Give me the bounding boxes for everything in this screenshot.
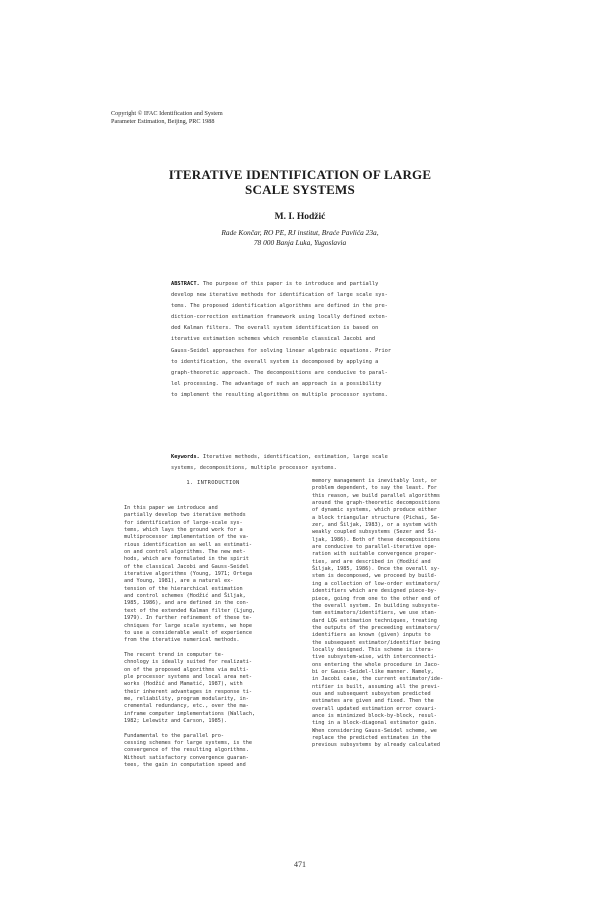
body-text-line: ple processor systems and local area net- [124,673,253,680]
keywords-line [171,463,441,474]
abstract-line [171,346,441,357]
body-text-line: In this paper we introduce and [124,505,218,511]
paragraph-gap [124,645,302,652]
body-text-line: cremental redundancy, etc., over the ma- [124,703,249,710]
body-text-line: partially develop two iterative methods [124,512,246,519]
body-text-line: the overall system. In building subsyste- [312,602,441,609]
body-text-line: and control schemes (Hodžić and Šiljak, [124,593,246,600]
keywords-text: Iterative methods, identification, estimation, large scale [199,454,388,460]
body-text-line: estimates are given and fixed. Then the [312,698,434,705]
paragraph-gap [124,725,302,732]
body-text-line: ties, and are described in (Hodžić and [312,558,431,565]
body-text-line: chnology is ideally suited for realizati- [124,659,253,666]
abstract-text: graph-theoretic approach. The decompositions are conducive to paral- [171,369,388,376]
title-line: ITERATIVE IDENTIFICATION OF LARGE [168,167,432,182]
body-text-line: rious identification as well as estimati- [124,541,253,548]
body-text-line: of dynamic systems, which produce either [312,507,437,514]
affiliation-line: 78 000 Banja Luka, Yugoslavia [253,238,347,247]
abstract-text: develop new iterative methods for identification of large scale sys- [171,292,388,299]
body-text-line: stem is decomposed, we proceed by build- [312,573,437,580]
abstract-block [171,279,441,401]
body-text-line: chniques for large scale systems, we hope [124,622,253,629]
body-text-line: the outputs of the preceeding estimators/ [312,624,441,631]
body-text-line: for identification of large-scale sys- [124,519,243,526]
body-text-line: When considering Gauss-Seidel scheme, we [312,727,437,734]
abstract-text: The purpose of this paper is to introduce and partially [199,281,379,287]
body-text-line: memory management is inevitably lost, or [312,478,437,484]
abstract-line [171,390,441,401]
body-text-line: cessing schemes for large systems, is the [124,740,253,746]
body-text-line: weakly coupled subsystems (Sezer and Ši- [312,529,437,536]
body-text-line: on and control algorithms. The new met- [124,549,246,556]
body-text-line: ljak, 1986). Both of these decompositions [312,536,441,543]
body-text-line: ration with suitable convergence proper- [312,551,437,558]
abstract-text: to implement the resulting algorithms on multiple processor systems. [171,391,388,398]
body-text-line: the subsequent estimator/identifier being [312,639,441,646]
body-text-line: iterative algorithms (Young, 1971; Ortega [124,571,253,578]
abstract-line [171,368,441,379]
body-text-line: Šiljak, 1985, 1986). Once the overall sy- [312,566,441,573]
abstract-text: diction-correction estimation framework using locally defined exten- [171,314,388,321]
body-text-line: ons entering the whole procedure in Jaco- [312,661,441,668]
copyright-notice [111,110,311,126]
body-text-line: works (Hodžić and Mamatić, 1987), with [124,681,243,688]
abstract-line [171,379,441,390]
keywords-line [171,452,441,463]
right-column [312,478,490,750]
body-text-line: to use a considerable wealt of experience [124,629,253,636]
body-text-line: problem dependent, to say the least. For [312,485,437,492]
body-text-line: inframe computer implementations (Wallach, [124,710,256,717]
body-text-line: hods, which are formulated in the spirit [124,556,249,563]
body-text-line: tive subsystem-wise, with interconnecti- [312,654,437,661]
body-text-line: ntifier is built, assuming all the previ- [312,683,441,690]
page-number: 471 [294,860,306,869]
body-text-line: overall updated estimation error covari- [312,705,437,712]
copyright-line: Parameter Estimation, Beijing, PRC 1988 [111,117,215,125]
abstract-line [171,301,441,312]
body-text-line: 1985, 1986), and are defined in the con- [124,600,249,607]
body-text-line: tem estimators/identifiers, we use stan- [312,610,437,617]
abstract-line [171,279,441,290]
body-text-line: Fundamental to the parallel pro- [124,732,224,739]
body-text-line: zer, and Šiljak, 1983), or a system with [312,522,437,529]
keywords-label: Keywords. [171,454,200,460]
body-text-line: their inherent advantages in response ti- [124,688,253,695]
body-text-line: are conducive to parallel-iterative ope- [312,544,437,551]
keywords-block [171,452,441,474]
abstract-line [171,312,441,323]
affiliation-line: Rade Končar, RO PE, RJ institut, Braće Pavlića 23a, [221,228,379,237]
body-text-line: in Jacobi case, the current estimator/ide- [312,676,444,683]
body-text-line: The recent trend in computer te- [124,651,224,658]
body-text-line: on of the proposed algorithms via multi- [124,666,249,673]
abstract-text: lel processing. The advantage of such an approach is a possibility [171,380,382,387]
body-text-line: ance is minimized block-by-block, resul- [312,713,437,719]
body-text-line: ing a collection of low-order estimators/ [312,580,441,587]
body-text-line: me, reliability, program modularity, in- [124,695,249,702]
body-text-line: bi or Gauss-Seidel-like manner. Namely, [312,668,434,675]
body-text-line: replace the predicted estimates in the [312,735,431,742]
body-text-line: 1982; Lelewitz and Carson, 1985). [124,717,228,724]
abstract-text: iterative estimation schemes which resemble classical Jacobi and [171,336,376,343]
body-text-line: locally designed. This scheme is itera- [312,646,434,653]
body-text-line: ting in a block-diagonal estimator gain. [312,720,437,727]
body-text-line: convergence of the resulting algorithms. [124,747,249,754]
body-text-line: 1979). In further refinement of these te- [124,615,253,622]
body-text-line: multiprocessor implementation of the va- [124,534,249,541]
body-text-line: tees, the gain in computation speed and [124,762,246,769]
body-text-line: this reason, we build parallel algorithms [312,492,441,499]
abstract-line [171,323,441,334]
abstract-text: ded Kalman filters. The overall system identification is based on [171,325,379,332]
title-line: SCALE SYSTEMS [245,181,355,197]
body-text-line: identifiers as known (given) inputs to [312,632,431,639]
abstract-line [171,357,441,368]
body-text-line: tension of the hierarchical estimation [124,585,243,592]
abstract-text: Gauss-Seidel approaches for solving linear algebraic equations. Prior [171,347,392,354]
body-text-line: and Young, 1981), are a natural ex- [124,578,234,585]
section-heading-introduction: 1. INTRODUCTION [186,480,240,486]
body-text-line: piece, going from one to the other end of [312,595,441,602]
abstract-text: to identification, the overall system is decomposed by applying a [171,358,379,365]
left-column [124,505,302,769]
copyright-line: Copyright © IFAC Identification and System [111,110,223,117]
abstract-line [171,290,441,301]
abstract-line [171,334,441,345]
body-text-line: from the iterative numerical methods. [124,637,240,644]
body-text-line: text of the extended Kalman filter (Ljung, [124,607,256,614]
author-affiliation [150,228,450,248]
abstract-label: ABSTRACT. [171,281,200,287]
body-text-line: around the graph-theoretic decompositions [312,500,441,507]
abstract-text: tems. The proposed identification algorithms are defined in the pre- [171,303,388,310]
body-text-line: a block triangular structure (Pichai, Se- [312,514,441,521]
body-text-line: dard LQG estimation techniques, treating [312,617,437,624]
paper-title [150,168,450,197]
body-text-line: previous subsystems by already calculated [312,742,441,749]
body-text-line: identifiers which are designed piece-by- [312,588,437,595]
body-text-line: ous and subsequent subsystem predicted [312,690,431,697]
body-text-line: Without satisfactory convergence guaran- [124,754,249,761]
author-name: M. I. Hodžić [274,212,326,222]
body-text-line: tems, which lays the ground work for a [124,527,243,534]
keywords-text: systems, decompositions, multiple processor systems. [171,465,337,471]
body-text-line: of the classical Jacobi and Gauss-Seidel [124,563,249,570]
